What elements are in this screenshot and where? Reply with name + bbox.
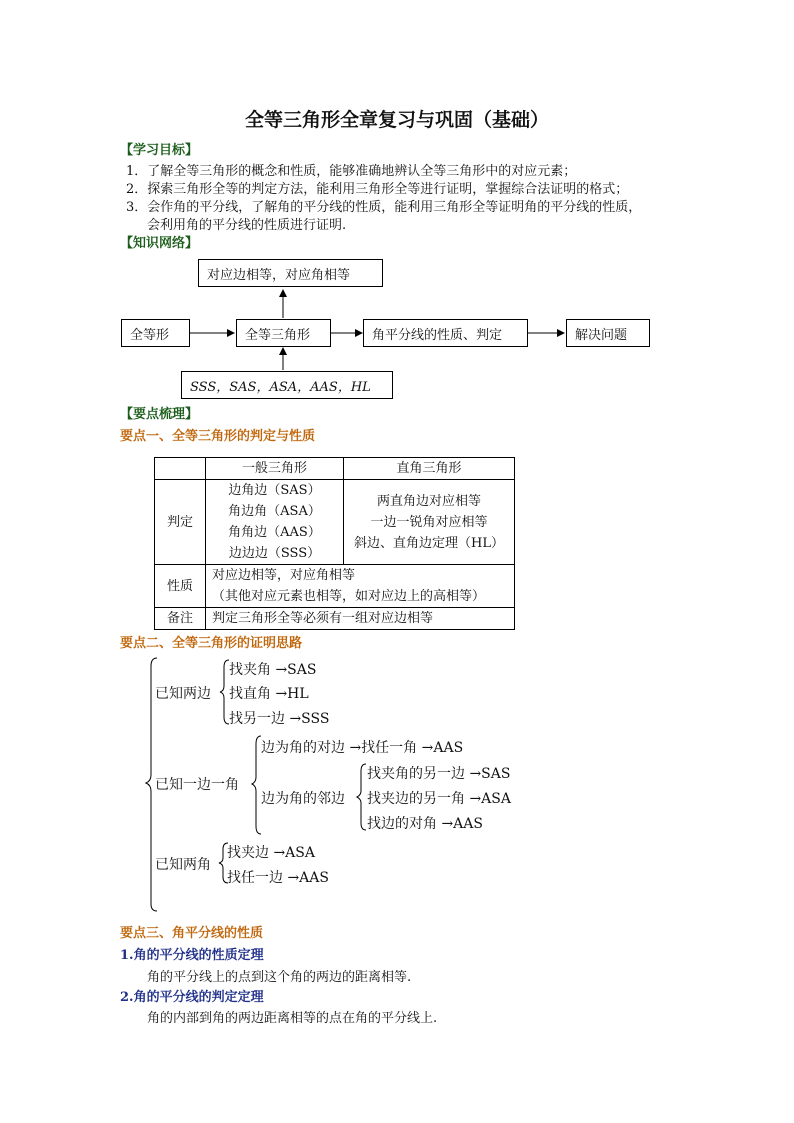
tree-item: 找边的对角 →AAS xyxy=(367,816,483,832)
row-label-property: 性质 xyxy=(155,565,206,608)
col-right: 直角三角形 xyxy=(344,458,515,480)
known-side-angle: 已知一边一角 xyxy=(155,777,239,793)
method: 两直角边对应相等 xyxy=(376,493,481,509)
network-heading: 【知识网络】 xyxy=(120,236,199,251)
tree-item: 找夹边的另一角 →ASA xyxy=(367,791,511,807)
goals-heading: 【学习目标】 xyxy=(120,143,199,158)
network-bottom-box: SSS，SAS，ASA，AAS，HL xyxy=(181,371,393,399)
summary-heading: 【要点梳理】 xyxy=(120,407,199,422)
row-label-judge: 判定 xyxy=(155,480,206,565)
brace-side-angle xyxy=(252,736,261,834)
point1-heading: 要点一、全等三角形的判定与性质 xyxy=(120,429,316,444)
tree-item-opposite: 边为角的对边 →找任一角 →AAS xyxy=(261,740,464,756)
tree-item: 找夹角 →SAS xyxy=(229,662,317,678)
network-center-box: 全等三角形 xyxy=(236,319,331,347)
tree-item-adjacent: 边为角的邻边 xyxy=(261,791,345,807)
point2-heading: 要点二、全等三角形的证明思路 xyxy=(120,636,303,651)
col-general: 一般三角形 xyxy=(206,458,344,480)
point3-sub2-text: 角的内部到角的两边距离相等的点在角的平分线上. xyxy=(147,1011,438,1026)
method: 边角边（SAS） xyxy=(228,483,321,498)
tree-item: 找夹边 →ASA xyxy=(227,845,315,861)
row-label-note: 备注 xyxy=(155,608,206,630)
property-line: 对应边相等，对应角相等 xyxy=(212,568,356,583)
point3-sub1-heading: 1.角的平分线的性质定理 xyxy=(120,948,264,963)
network-right1-box: 角平分线的性质、判定 xyxy=(363,319,528,347)
method: 角边角（ASA） xyxy=(228,504,321,519)
known-two-angles: 已知两角 xyxy=(155,857,211,873)
tree-item: 找直角 →HL xyxy=(229,686,309,702)
point3-heading: 要点三、角平分线的性质 xyxy=(120,926,264,941)
point3-sub2-heading: 2.角的平分线的判定定理 xyxy=(120,990,264,1005)
method: 斜边、直角边定理（HL） xyxy=(354,535,504,551)
brace-two-sides xyxy=(220,660,229,724)
goal-item: 1．了解全等三角形的概念和性质，能够准确地辨认全等三角形中的对应元素； xyxy=(126,164,577,179)
known-two-sides: 已知两边 xyxy=(155,686,211,702)
point3-sub1-text: 角的平分线上的点到这个角的两边的距离相等. xyxy=(147,970,412,985)
goal-item: 2．探索三角形全等的判定方法，能利用三角形全等进行证明，掌握综合法证明的格式； xyxy=(126,182,629,197)
goal-item: 会利用角的平分线的性质进行证明. xyxy=(147,218,347,233)
method: 边边边（SSS） xyxy=(228,546,321,561)
note-cell: 判定三角形全等必须有一组对应边相等 xyxy=(206,608,515,630)
method: 一边一锐角对应相等 xyxy=(370,514,488,530)
network-left-box: 全等形 xyxy=(121,319,190,347)
page-title: 全等三角形全章复习与巩固（基础） xyxy=(244,109,549,131)
tree-item: 找另一边 →SSS xyxy=(229,711,330,727)
tree-item: 找任一边 →AAS xyxy=(227,870,329,886)
network-top-box: 对应边相等，对应角相等 xyxy=(198,259,383,287)
tree-item: 找夹角的另一边 →SAS xyxy=(367,766,511,782)
property-line: （其他对应元素也相等，如对应边上的高相等） xyxy=(212,589,486,604)
brace-adjacent xyxy=(357,764,366,830)
method: 角角边（AAS） xyxy=(228,525,321,540)
goal-item: 3．会作角的平分线，了解角的平分线的性质，能利用三角形全等证明角的平分线的性质， xyxy=(126,200,642,215)
network-right2-box: 解决问题 xyxy=(566,319,650,347)
